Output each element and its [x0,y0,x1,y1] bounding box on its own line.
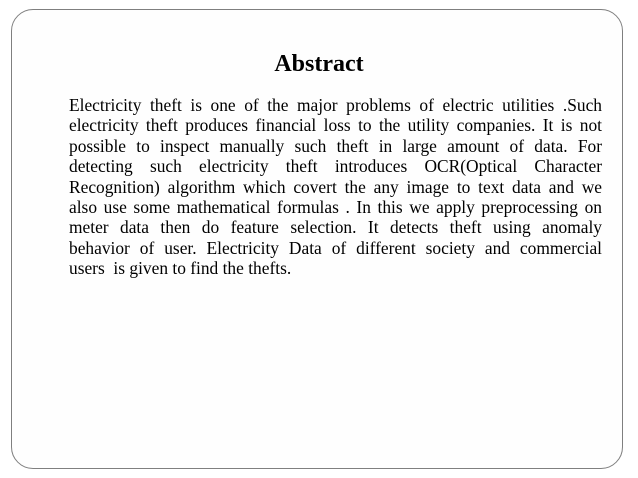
paragraph-line: users is given to find the thefts. [69,258,292,279]
paragraph-line: possible to inspect manually such theft in large amount of data. For [69,135,602,156]
paragraph-line: also use some mathematical formulas . In this we apply preprocessing on [69,197,602,218]
paragraph-line: behavior of user. Electricity Data of different society and commercial [69,237,602,258]
paragraph-line: Electricity theft is one of the major problems of electric utilities .Such [69,95,602,115]
paragraph-line: Recognition) algorithm which covert the any image to text data and we [69,176,602,197]
paragraph-line: detecting such electricity theft introduces OCR(Optical Character [69,156,602,177]
paragraph-line: electricity theft produces financial loss to the utility companies. It is not [69,115,602,136]
abstract-paragraph [69,95,602,279]
paragraph-line: meter data then do feature selection. It detects theft using anomaly [69,217,602,238]
slide-title: Abstract [274,51,364,77]
